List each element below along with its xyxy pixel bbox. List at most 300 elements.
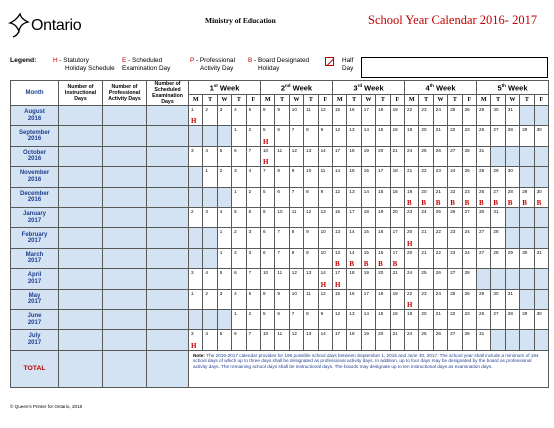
calendar-day-cell[interactable] xyxy=(361,248,375,268)
instructional-days-cell[interactable] xyxy=(59,106,103,126)
calendar-day-cell[interactable] xyxy=(534,187,548,207)
calendar-day-cell[interactable] xyxy=(405,207,419,227)
calendar-day-cell[interactable] xyxy=(477,207,491,227)
calendar-day-cell[interactable] xyxy=(462,248,476,268)
calendar-day-cell[interactable] xyxy=(333,289,347,309)
calendar-day-cell[interactable] xyxy=(318,146,332,166)
calendar-day-cell[interactable] xyxy=(520,126,534,146)
calendar-day-cell[interactable] xyxy=(390,330,404,350)
calendar-day-cell[interactable] xyxy=(433,207,447,227)
calendar-day-cell[interactable] xyxy=(390,126,404,146)
calendar-day-cell[interactable] xyxy=(462,269,476,289)
calendar-day-cell[interactable] xyxy=(304,330,318,350)
calendar-day-cell[interactable] xyxy=(361,309,375,329)
calendar-day-cell[interactable] xyxy=(405,309,419,329)
calendar-day-cell[interactable] xyxy=(390,187,404,207)
calendar-day-cell[interactable] xyxy=(304,126,318,146)
calendar-day-cell[interactable] xyxy=(289,167,303,187)
calendar-day-cell[interactable] xyxy=(405,269,419,289)
calendar-day-cell[interactable] xyxy=(448,146,462,166)
calendar-day-cell[interactable] xyxy=(477,187,491,207)
calendar-day-cell[interactable] xyxy=(261,289,275,309)
calendar-day-cell[interactable] xyxy=(246,187,260,207)
calendar-day-cell[interactable] xyxy=(462,126,476,146)
calendar-day-cell[interactable] xyxy=(189,248,203,268)
instructional-days-cell[interactable] xyxy=(59,309,103,329)
calendar-day-cell[interactable] xyxy=(333,106,347,126)
calendar-day-cell[interactable] xyxy=(304,167,318,187)
calendar-day-cell[interactable] xyxy=(534,269,548,289)
calendar-day-cell[interactable] xyxy=(491,167,505,187)
total-professional-cell[interactable] xyxy=(103,350,147,387)
calendar-day-cell[interactable] xyxy=(505,330,519,350)
calendar-day-cell[interactable] xyxy=(520,146,534,166)
total-exam-cell[interactable] xyxy=(147,350,189,387)
calendar-day-cell[interactable] xyxy=(347,309,361,329)
calendar-day-cell[interactable] xyxy=(433,228,447,248)
calendar-day-cell[interactable] xyxy=(534,146,548,166)
calendar-day-cell[interactable] xyxy=(347,248,361,268)
calendar-day-cell[interactable] xyxy=(347,106,361,126)
calendar-day-cell[interactable] xyxy=(520,330,534,350)
calendar-day-cell[interactable] xyxy=(189,146,203,166)
calendar-day-cell[interactable] xyxy=(189,106,203,126)
calendar-day-cell[interactable] xyxy=(261,146,275,166)
calendar-day-cell[interactable] xyxy=(246,248,260,268)
calendar-day-cell[interactable] xyxy=(217,126,231,146)
instructional-days-cell[interactable] xyxy=(59,146,103,166)
instructional-days-cell[interactable] xyxy=(59,167,103,187)
calendar-day-cell[interactable] xyxy=(217,167,231,187)
calendar-day-cell[interactable] xyxy=(189,330,203,350)
calendar-day-cell[interactable] xyxy=(448,228,462,248)
calendar-day-cell[interactable] xyxy=(505,248,519,268)
calendar-day-cell[interactable] xyxy=(448,106,462,126)
professional-days-cell[interactable] xyxy=(103,146,147,166)
calendar-day-cell[interactable] xyxy=(304,248,318,268)
calendar-day-cell[interactable] xyxy=(390,228,404,248)
calendar-day-cell[interactable] xyxy=(318,106,332,126)
calendar-day-cell[interactable] xyxy=(505,167,519,187)
calendar-day-cell[interactable] xyxy=(390,146,404,166)
calendar-day-cell[interactable] xyxy=(448,289,462,309)
calendar-day-cell[interactable] xyxy=(275,269,289,289)
calendar-day-cell[interactable] xyxy=(361,207,375,227)
calendar-day-cell[interactable] xyxy=(217,248,231,268)
professional-days-cell[interactable] xyxy=(103,126,147,146)
calendar-day-cell[interactable] xyxy=(433,309,447,329)
calendar-day-cell[interactable] xyxy=(232,309,246,329)
instructional-days-cell[interactable] xyxy=(59,248,103,268)
calendar-day-cell[interactable] xyxy=(275,146,289,166)
calendar-day-cell[interactable] xyxy=(505,228,519,248)
calendar-day-cell[interactable] xyxy=(405,146,419,166)
calendar-day-cell[interactable] xyxy=(361,228,375,248)
calendar-day-cell[interactable] xyxy=(477,167,491,187)
calendar-day-cell[interactable] xyxy=(333,309,347,329)
calendar-day-cell[interactable] xyxy=(534,167,548,187)
calendar-day-cell[interactable] xyxy=(333,126,347,146)
calendar-day-cell[interactable] xyxy=(419,289,433,309)
calendar-day-cell[interactable] xyxy=(246,309,260,329)
exam-days-cell[interactable] xyxy=(147,207,189,227)
calendar-day-cell[interactable] xyxy=(462,167,476,187)
calendar-day-cell[interactable] xyxy=(347,167,361,187)
calendar-day-cell[interactable] xyxy=(376,330,390,350)
calendar-day-cell[interactable] xyxy=(232,207,246,227)
calendar-day-cell[interactable] xyxy=(361,126,375,146)
calendar-day-cell[interactable] xyxy=(347,228,361,248)
calendar-day-cell[interactable] xyxy=(203,207,217,227)
calendar-day-cell[interactable] xyxy=(419,269,433,289)
professional-days-cell[interactable] xyxy=(103,269,147,289)
calendar-day-cell[interactable] xyxy=(520,167,534,187)
calendar-day-cell[interactable] xyxy=(462,146,476,166)
calendar-day-cell[interactable] xyxy=(347,187,361,207)
calendar-day-cell[interactable] xyxy=(505,207,519,227)
calendar-day-cell[interactable] xyxy=(261,187,275,207)
calendar-day-cell[interactable] xyxy=(477,228,491,248)
calendar-day-cell[interactable] xyxy=(433,289,447,309)
calendar-day-cell[interactable] xyxy=(261,269,275,289)
calendar-day-cell[interactable] xyxy=(189,207,203,227)
professional-days-cell[interactable] xyxy=(103,309,147,329)
calendar-day-cell[interactable] xyxy=(390,106,404,126)
calendar-day-cell[interactable] xyxy=(232,126,246,146)
calendar-day-cell[interactable] xyxy=(318,167,332,187)
exam-days-cell[interactable] xyxy=(147,269,189,289)
calendar-day-cell[interactable] xyxy=(203,248,217,268)
calendar-day-cell[interactable] xyxy=(203,330,217,350)
calendar-day-cell[interactable] xyxy=(376,187,390,207)
calendar-day-cell[interactable] xyxy=(419,146,433,166)
calendar-day-cell[interactable] xyxy=(347,146,361,166)
calendar-day-cell[interactable] xyxy=(289,106,303,126)
calendar-day-cell[interactable] xyxy=(477,269,491,289)
calendar-day-cell[interactable] xyxy=(347,289,361,309)
exam-days-cell[interactable] xyxy=(147,126,189,146)
calendar-day-cell[interactable] xyxy=(433,126,447,146)
calendar-day-cell[interactable] xyxy=(462,187,476,207)
calendar-day-cell[interactable] xyxy=(203,228,217,248)
calendar-day-cell[interactable] xyxy=(217,187,231,207)
calendar-day-cell[interactable] xyxy=(376,126,390,146)
calendar-day-cell[interactable] xyxy=(534,228,548,248)
calendar-day-cell[interactable] xyxy=(534,106,548,126)
calendar-day-cell[interactable] xyxy=(261,126,275,146)
calendar-day-cell[interactable] xyxy=(232,106,246,126)
exam-days-cell[interactable] xyxy=(147,309,189,329)
professional-days-cell[interactable] xyxy=(103,228,147,248)
calendar-day-cell[interactable] xyxy=(520,207,534,227)
calendar-day-cell[interactable] xyxy=(304,207,318,227)
calendar-day-cell[interactable] xyxy=(203,269,217,289)
exam-days-cell[interactable] xyxy=(147,187,189,207)
calendar-day-cell[interactable] xyxy=(477,309,491,329)
calendar-day-cell[interactable] xyxy=(491,187,505,207)
professional-days-cell[interactable] xyxy=(103,106,147,126)
calendar-day-cell[interactable] xyxy=(189,228,203,248)
calendar-day-cell[interactable] xyxy=(261,248,275,268)
calendar-day-cell[interactable] xyxy=(318,126,332,146)
calendar-day-cell[interactable] xyxy=(275,106,289,126)
calendar-day-cell[interactable] xyxy=(462,330,476,350)
calendar-day-cell[interactable] xyxy=(217,330,231,350)
calendar-day-cell[interactable] xyxy=(304,309,318,329)
calendar-day-cell[interactable] xyxy=(318,289,332,309)
calendar-day-cell[interactable] xyxy=(246,146,260,166)
calendar-day-cell[interactable] xyxy=(246,330,260,350)
professional-days-cell[interactable] xyxy=(103,289,147,309)
calendar-day-cell[interactable] xyxy=(448,207,462,227)
calendar-day-cell[interactable] xyxy=(419,309,433,329)
calendar-day-cell[interactable] xyxy=(505,309,519,329)
calendar-day-cell[interactable] xyxy=(462,309,476,329)
calendar-day-cell[interactable] xyxy=(232,228,246,248)
professional-days-cell[interactable] xyxy=(103,167,147,187)
calendar-day-cell[interactable] xyxy=(261,167,275,187)
calendar-day-cell[interactable] xyxy=(289,248,303,268)
calendar-day-cell[interactable] xyxy=(333,187,347,207)
calendar-day-cell[interactable] xyxy=(433,106,447,126)
calendar-day-cell[interactable] xyxy=(318,269,332,289)
calendar-day-cell[interactable] xyxy=(405,228,419,248)
calendar-day-cell[interactable] xyxy=(217,309,231,329)
calendar-day-cell[interactable] xyxy=(361,289,375,309)
calendar-day-cell[interactable] xyxy=(462,228,476,248)
calendar-day-cell[interactable] xyxy=(491,269,505,289)
calendar-day-cell[interactable] xyxy=(361,269,375,289)
calendar-day-cell[interactable] xyxy=(304,106,318,126)
calendar-day-cell[interactable] xyxy=(390,309,404,329)
calendar-day-cell[interactable] xyxy=(289,309,303,329)
instructional-days-cell[interactable] xyxy=(59,289,103,309)
calendar-day-cell[interactable] xyxy=(462,289,476,309)
calendar-day-cell[interactable] xyxy=(217,269,231,289)
calendar-day-cell[interactable] xyxy=(275,167,289,187)
calendar-day-cell[interactable] xyxy=(448,167,462,187)
calendar-day-cell[interactable] xyxy=(232,248,246,268)
calendar-day-cell[interactable] xyxy=(448,248,462,268)
calendar-day-cell[interactable] xyxy=(333,269,347,289)
calendar-day-cell[interactable] xyxy=(390,248,404,268)
calendar-day-cell[interactable] xyxy=(419,330,433,350)
calendar-day-cell[interactable] xyxy=(491,228,505,248)
calendar-day-cell[interactable] xyxy=(376,289,390,309)
calendar-day-cell[interactable] xyxy=(217,106,231,126)
calendar-day-cell[interactable] xyxy=(448,126,462,146)
instructional-days-cell[interactable] xyxy=(59,330,103,350)
calendar-day-cell[interactable] xyxy=(318,228,332,248)
professional-days-cell[interactable] xyxy=(103,207,147,227)
calendar-day-cell[interactable] xyxy=(189,126,203,146)
calendar-day-cell[interactable] xyxy=(419,167,433,187)
calendar-day-cell[interactable] xyxy=(520,269,534,289)
calendar-day-cell[interactable] xyxy=(376,228,390,248)
calendar-day-cell[interactable] xyxy=(491,106,505,126)
calendar-day-cell[interactable] xyxy=(534,330,548,350)
calendar-day-cell[interactable] xyxy=(534,248,548,268)
calendar-day-cell[interactable] xyxy=(477,248,491,268)
calendar-day-cell[interactable] xyxy=(318,248,332,268)
calendar-day-cell[interactable] xyxy=(275,207,289,227)
calendar-day-cell[interactable] xyxy=(520,228,534,248)
calendar-day-cell[interactable] xyxy=(477,106,491,126)
calendar-day-cell[interactable] xyxy=(405,187,419,207)
calendar-day-cell[interactable] xyxy=(419,207,433,227)
calendar-day-cell[interactable] xyxy=(419,126,433,146)
calendar-day-cell[interactable] xyxy=(246,269,260,289)
exam-days-cell[interactable] xyxy=(147,289,189,309)
calendar-day-cell[interactable] xyxy=(232,269,246,289)
calendar-day-cell[interactable] xyxy=(261,330,275,350)
calendar-day-cell[interactable] xyxy=(246,207,260,227)
calendar-day-cell[interactable] xyxy=(376,309,390,329)
calendar-day-cell[interactable] xyxy=(217,207,231,227)
calendar-day-cell[interactable] xyxy=(203,309,217,329)
exam-days-cell[interactable] xyxy=(147,330,189,350)
calendar-day-cell[interactable] xyxy=(419,187,433,207)
calendar-day-cell[interactable] xyxy=(203,167,217,187)
calendar-day-cell[interactable] xyxy=(505,126,519,146)
calendar-day-cell[interactable] xyxy=(217,146,231,166)
calendar-day-cell[interactable] xyxy=(304,228,318,248)
instructional-days-cell[interactable] xyxy=(59,269,103,289)
calendar-day-cell[interactable] xyxy=(419,106,433,126)
calendar-day-cell[interactable] xyxy=(505,146,519,166)
calendar-day-cell[interactable] xyxy=(333,248,347,268)
calendar-day-cell[interactable] xyxy=(405,289,419,309)
instructional-days-cell[interactable] xyxy=(59,228,103,248)
calendar-day-cell[interactable] xyxy=(477,289,491,309)
calendar-day-cell[interactable] xyxy=(261,309,275,329)
calendar-day-cell[interactable] xyxy=(275,228,289,248)
calendar-day-cell[interactable] xyxy=(275,289,289,309)
calendar-day-cell[interactable] xyxy=(289,269,303,289)
exam-days-cell[interactable] xyxy=(147,228,189,248)
calendar-day-cell[interactable] xyxy=(405,167,419,187)
calendar-day-cell[interactable] xyxy=(433,330,447,350)
calendar-day-cell[interactable] xyxy=(376,106,390,126)
calendar-day-cell[interactable] xyxy=(419,228,433,248)
calendar-day-cell[interactable] xyxy=(520,187,534,207)
calendar-day-cell[interactable] xyxy=(275,187,289,207)
calendar-day-cell[interactable] xyxy=(433,248,447,268)
calendar-day-cell[interactable] xyxy=(318,187,332,207)
calendar-day-cell[interactable] xyxy=(261,106,275,126)
calendar-day-cell[interactable] xyxy=(376,269,390,289)
calendar-day-cell[interactable] xyxy=(304,187,318,207)
calendar-day-cell[interactable] xyxy=(275,248,289,268)
calendar-day-cell[interactable] xyxy=(347,126,361,146)
calendar-day-cell[interactable] xyxy=(491,289,505,309)
calendar-day-cell[interactable] xyxy=(333,207,347,227)
calendar-day-cell[interactable] xyxy=(289,228,303,248)
calendar-day-cell[interactable] xyxy=(289,330,303,350)
calendar-day-cell[interactable] xyxy=(289,289,303,309)
calendar-day-cell[interactable] xyxy=(376,167,390,187)
calendar-day-cell[interactable] xyxy=(246,289,260,309)
calendar-day-cell[interactable] xyxy=(534,207,548,227)
calendar-day-cell[interactable] xyxy=(189,187,203,207)
calendar-day-cell[interactable] xyxy=(289,207,303,227)
calendar-day-cell[interactable] xyxy=(189,269,203,289)
calendar-day-cell[interactable] xyxy=(390,269,404,289)
calendar-day-cell[interactable] xyxy=(232,167,246,187)
calendar-day-cell[interactable] xyxy=(203,106,217,126)
calendar-day-cell[interactable] xyxy=(520,289,534,309)
calendar-day-cell[interactable] xyxy=(261,207,275,227)
calendar-day-cell[interactable] xyxy=(304,146,318,166)
calendar-day-cell[interactable] xyxy=(232,187,246,207)
calendar-day-cell[interactable] xyxy=(189,167,203,187)
calendar-day-cell[interactable] xyxy=(361,187,375,207)
calendar-day-cell[interactable] xyxy=(232,146,246,166)
calendar-day-cell[interactable] xyxy=(534,126,548,146)
calendar-day-cell[interactable] xyxy=(261,228,275,248)
professional-days-cell[interactable] xyxy=(103,248,147,268)
calendar-day-cell[interactable] xyxy=(361,146,375,166)
calendar-day-cell[interactable] xyxy=(477,126,491,146)
calendar-day-cell[interactable] xyxy=(477,146,491,166)
calendar-day-cell[interactable] xyxy=(491,330,505,350)
calendar-day-cell[interactable] xyxy=(361,106,375,126)
calendar-day-cell[interactable] xyxy=(189,289,203,309)
calendar-day-cell[interactable] xyxy=(390,207,404,227)
calendar-day-cell[interactable] xyxy=(505,289,519,309)
calendar-day-cell[interactable] xyxy=(462,106,476,126)
instructional-days-cell[interactable] xyxy=(59,126,103,146)
calendar-day-cell[interactable] xyxy=(433,167,447,187)
calendar-day-cell[interactable] xyxy=(289,187,303,207)
calendar-day-cell[interactable] xyxy=(505,269,519,289)
calendar-day-cell[interactable] xyxy=(520,309,534,329)
calendar-day-cell[interactable] xyxy=(318,330,332,350)
calendar-day-cell[interactable] xyxy=(505,106,519,126)
calendar-day-cell[interactable] xyxy=(289,126,303,146)
calendar-day-cell[interactable] xyxy=(376,248,390,268)
calendar-day-cell[interactable] xyxy=(304,289,318,309)
calendar-day-cell[interactable] xyxy=(405,126,419,146)
calendar-day-cell[interactable] xyxy=(347,269,361,289)
calendar-day-cell[interactable] xyxy=(477,330,491,350)
calendar-day-cell[interactable] xyxy=(390,289,404,309)
calendar-day-cell[interactable] xyxy=(433,269,447,289)
calendar-day-cell[interactable] xyxy=(405,248,419,268)
calendar-day-cell[interactable] xyxy=(289,146,303,166)
calendar-day-cell[interactable] xyxy=(333,330,347,350)
exam-days-cell[interactable] xyxy=(147,106,189,126)
calendar-day-cell[interactable] xyxy=(520,106,534,126)
calendar-day-cell[interactable] xyxy=(419,248,433,268)
calendar-day-cell[interactable] xyxy=(448,330,462,350)
calendar-day-cell[interactable] xyxy=(203,187,217,207)
calendar-day-cell[interactable] xyxy=(491,248,505,268)
calendar-day-cell[interactable] xyxy=(376,146,390,166)
calendar-day-cell[interactable] xyxy=(333,167,347,187)
calendar-day-cell[interactable] xyxy=(390,167,404,187)
total-instructional-cell[interactable] xyxy=(59,350,103,387)
instructional-days-cell[interactable] xyxy=(59,187,103,207)
calendar-day-cell[interactable] xyxy=(520,248,534,268)
calendar-day-cell[interactable] xyxy=(275,330,289,350)
calendar-day-cell[interactable] xyxy=(347,330,361,350)
calendar-day-cell[interactable] xyxy=(246,126,260,146)
calendar-day-cell[interactable] xyxy=(534,289,548,309)
calendar-day-cell[interactable] xyxy=(246,167,260,187)
calendar-day-cell[interactable] xyxy=(405,106,419,126)
calendar-day-cell[interactable] xyxy=(491,146,505,166)
